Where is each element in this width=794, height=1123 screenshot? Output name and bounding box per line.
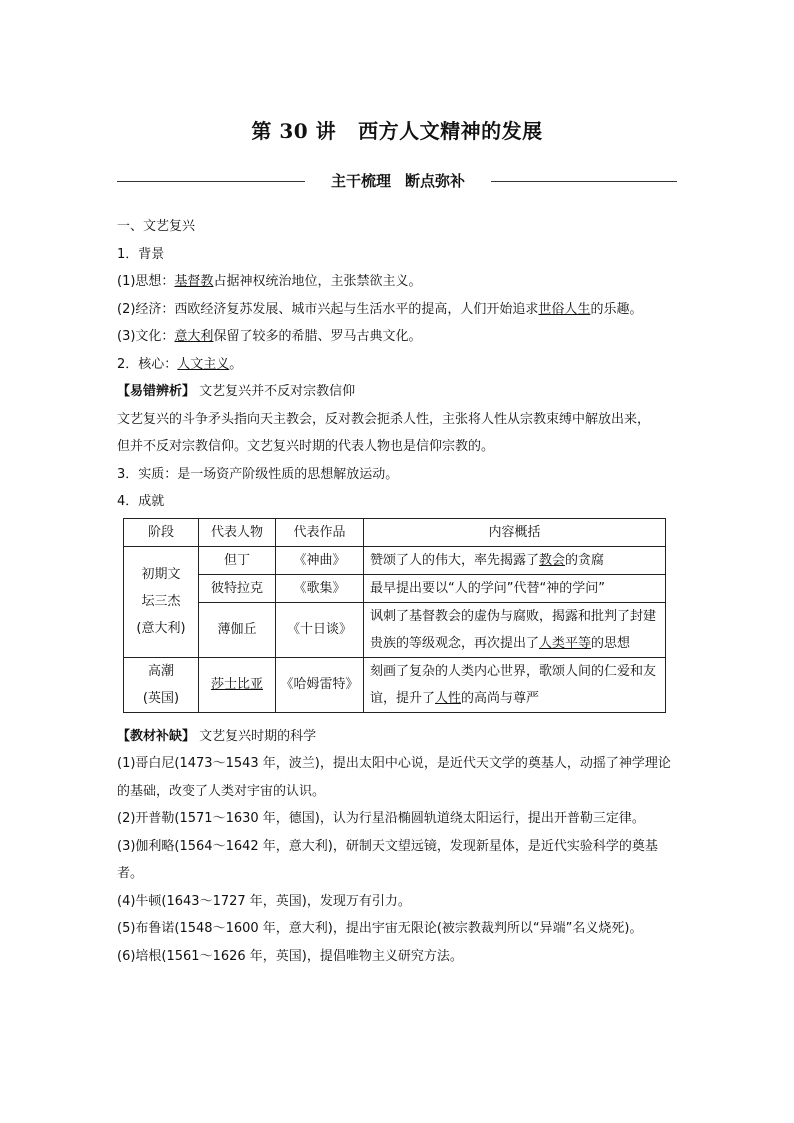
underlined-term: 基督教 [174,274,214,289]
section-header [117,170,677,194]
error-note-tag: 【易错辨析】 [117,384,196,399]
table-header-row [124,518,666,546]
supplement-heading [117,723,677,751]
main-content [117,213,677,970]
divider-left [117,181,305,182]
supplement-item: (5)布鲁诺(1548～1600 年，意大利)，提出宇宙无限论(被宗教裁判所以“异端”名义烧死)。 [117,921,643,936]
work-cell: 《哈姆雷特》 [276,657,364,712]
table-header-cell: 代表人物 [199,518,276,546]
table-row [124,657,666,712]
divider-right [491,181,677,182]
background-economy: (2)经济：西欧经济复苏发展、城市兴起与生活水平的提高，人们开始追求世俗人生的乐趣。 [117,301,643,317]
work-cell: 《歌集》 [276,574,364,602]
table-row [124,546,666,574]
summary-cell: 最早提出要以“人的学问”代替“神的学问” [364,574,666,602]
person-cell: 彼特拉克 [199,574,276,602]
summary-cell: 刻画了复杂的人类内心世界，歌颂人间的仁爱和友谊，提升了人性的高尚与尊严 [364,657,666,712]
person-cell: 薄伽丘 [199,602,276,657]
table-header-cell: 内容概括 [364,518,666,546]
supplement-title: 文艺复兴时期的科学 [199,728,317,744]
underlined-term: 人文主义 [177,356,230,372]
error-note-title: 文艺复兴并不反对宗教信仰 [199,384,356,399]
error-note-heading [117,378,677,406]
supplement-item: (3)伽利略(1564～1642 年，意大利)，研制天文望远镜，发现新星体，是近代实验科学的奠基者。 [117,838,658,881]
stage-cell-peak: 高潮 (英国) [124,657,199,712]
underlined-term: 人类平等 [539,635,592,651]
supplement-item: (2)开普勒(1571～1630 年，德国)，认为行星沿椭圆轨道绕太阳运行，提出开普勒三定律。 [117,811,645,826]
section-header-label [305,170,491,191]
supplement-item: (6)培根(1561～1626 年，英国)，提倡唯物主义研究方法。 [117,948,463,964]
stage-cell-early: 初期文 坛三杰 (意大利) [124,546,199,657]
section-heading: 一、文艺复兴 [117,219,196,234]
summary-cell: 赞颂了人的伟大，率先揭露了教会的贪腐 [364,546,666,574]
essence-line: 3．实质：是一场资产阶级性质的思想解放运动。 [117,466,399,482]
supplement-tag: 【教材补缺】 [117,728,196,744]
error-note-line: 但并不反对宗教信仰。文艺复兴时期的代表人物也是信仰宗教的。 [117,439,495,454]
underlined-term: 人性 [435,690,462,706]
underlined-term: 莎士比亚 [210,677,263,692]
supplement-item: (4)牛顿(1643～1727 年，英国)，发现万有引力。 [117,893,411,909]
underlined-term: 意大利 [174,329,214,344]
section-label-main: 主干梳理 [330,172,391,190]
work-cell: 《十日谈》 [276,602,364,657]
person-cell: 但丁 [199,546,276,574]
underlined-term: 教会 [539,552,566,568]
summary-cell: 讽刺了基督教会的虚伪与腐败，揭露和批判了封建贵族的等级观念，再次提出了人类平等的思想 [364,602,666,657]
supplement-item: (1)哥白尼(1473～1543 年，波兰)，提出太阳中心说，是近代天文学的奠基人，动摇了神学理论的基础，改变了人类对宇宙的认识。 [117,756,671,799]
achievements-heading: 4．成就 [117,494,165,509]
achievements-table [123,518,666,713]
background-heading: 1．背景 [117,246,165,262]
page-title [0,115,794,144]
background-culture: (3)文化：意大利保留了较多的希腊、罗马古典文化。 [117,329,422,344]
person-cell [199,657,276,712]
error-note-line: 文艺复兴的斗争矛头指向天主教会，反对教会扼杀人性，主张将人性从宗教束缚中解放出来， [117,411,651,427]
supplement-block [117,723,677,971]
work-cell: 《神曲》 [276,546,364,574]
background-thought: (1)思想：基督教占据神权统治地位，主张禁欲主义。 [117,274,422,289]
table-row [124,602,666,657]
core-line: 2．核心：人文主义。 [117,356,243,372]
lecture-topic: 西方人文精神的发展 [358,119,543,143]
table-header-cell: 代表作品 [276,518,364,546]
table-row [124,574,666,602]
section-label-sub: 断点弥补 [405,172,466,190]
table-header-cell: 阶段 [124,518,199,546]
underlined-term: 世俗人生 [538,301,591,317]
lecture-number: 第 30 讲 [251,119,337,143]
